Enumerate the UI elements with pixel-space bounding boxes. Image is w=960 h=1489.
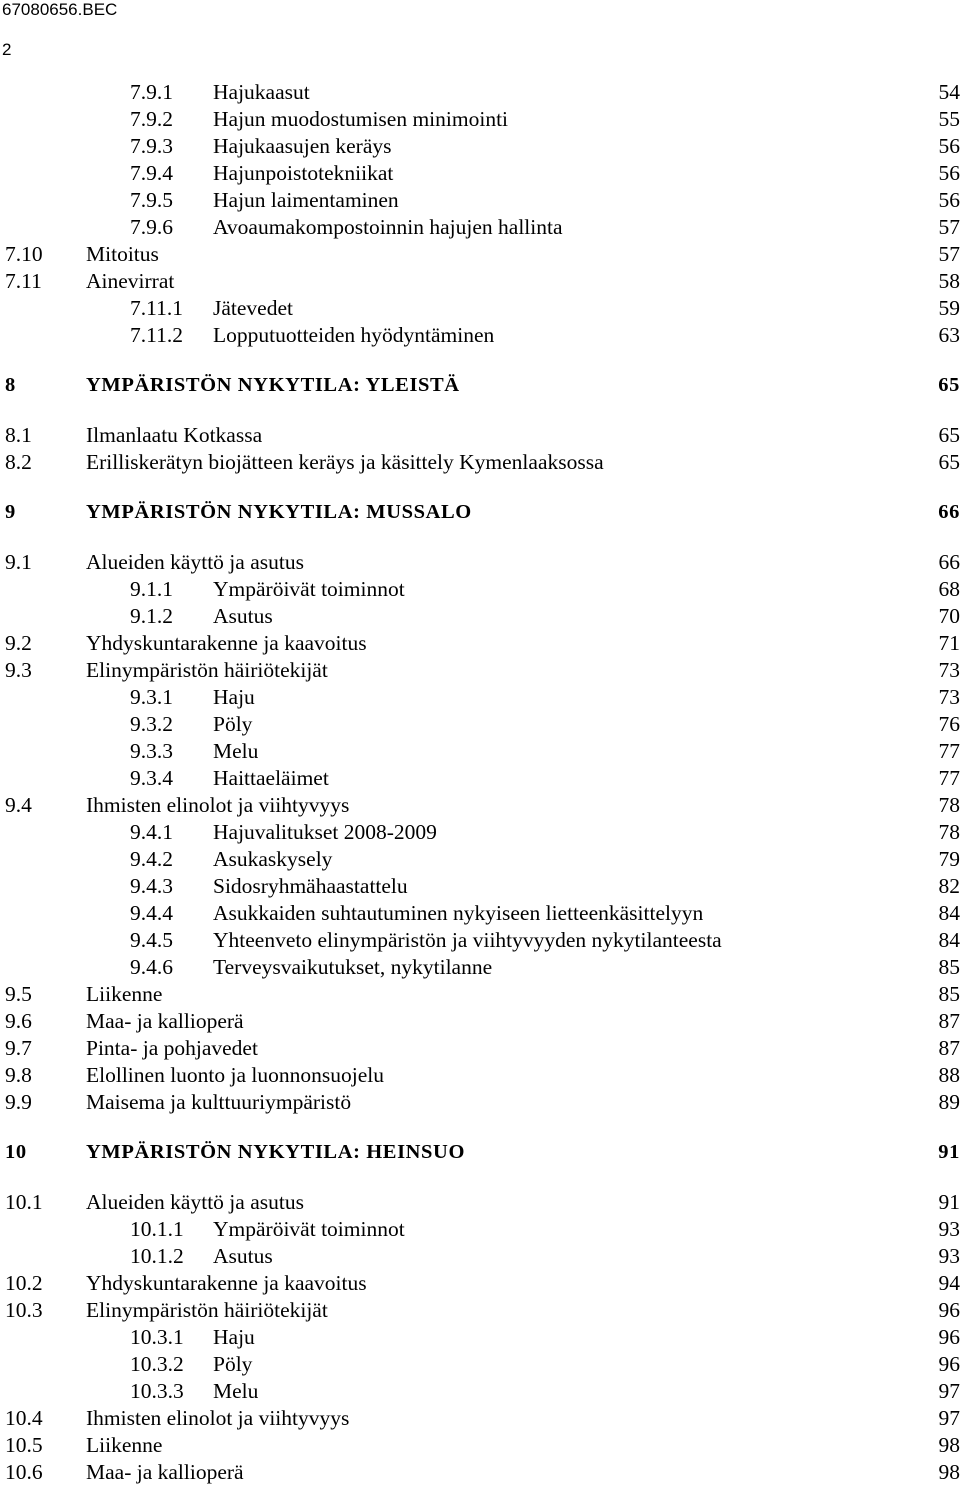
toc-entry — [0, 846, 960, 873]
toc-entry-title: Hajuvalitukset 2008-2009 — [213, 820, 437, 844]
toc-entry-page: 97 — [938, 1406, 960, 1430]
toc-entry-number: 9.4.3 — [130, 874, 173, 898]
toc-entry — [0, 1062, 960, 1089]
toc-entry-title: Maa- ja kallioperä — [86, 1009, 244, 1033]
toc-entry-page: 97 — [938, 1379, 960, 1403]
toc-entry-number: 10.4 — [5, 1406, 43, 1430]
toc-entry-number: 9.1.1 — [130, 577, 173, 601]
toc-entry — [0, 981, 960, 1008]
toc-entry-page: 93 — [938, 1244, 960, 1268]
toc-entry-title: Hajunpoistotekniikat — [213, 161, 394, 185]
toc-entry-number: 9.3.2 — [130, 712, 173, 736]
toc-entry — [0, 900, 960, 927]
toc-entry-title: Ilmanlaatu Kotkassa — [86, 423, 263, 447]
toc-entry — [0, 549, 960, 576]
toc-entry — [0, 1216, 960, 1243]
document-code: 67080656.BEC — [2, 0, 118, 19]
toc-entry-number: 10.1 — [5, 1190, 43, 1214]
toc-entry — [0, 1270, 960, 1297]
toc-entry-number: 9.3.3 — [130, 739, 173, 763]
toc-entry-title: Ihmisten elinolot ja viihtyvyys — [86, 793, 350, 817]
toc-entry-title: Ainevirrat — [86, 269, 175, 293]
toc-entry-page: 96 — [938, 1325, 960, 1349]
toc-entry — [0, 1139, 960, 1166]
toc-entry-number: 9.3 — [5, 658, 32, 682]
toc-entry — [0, 1459, 960, 1486]
toc-entry-number: 10.6 — [5, 1460, 43, 1484]
toc-entry-page: 56 — [938, 188, 960, 212]
toc-entry-title: Liikenne — [86, 1433, 163, 1457]
toc-entry — [0, 268, 960, 295]
toc-entry-number: 8.1 — [5, 423, 32, 447]
toc-entry-page: 66 — [938, 550, 960, 574]
toc-entry-number: 10.3.1 — [130, 1325, 184, 1349]
toc-entry-page: 65 — [938, 450, 960, 474]
toc-entry-page: 78 — [938, 820, 960, 844]
toc-entry-number: 9.6 — [5, 1009, 32, 1033]
toc-entry-title: Alueiden käyttö ja asutus — [86, 550, 304, 574]
toc-entry — [0, 1089, 960, 1116]
toc-entry-number: 9.9 — [5, 1090, 32, 1114]
toc-entry-number: 8 — [5, 374, 16, 396]
toc-entry-page: 98 — [938, 1460, 960, 1484]
toc-entry — [0, 160, 960, 187]
toc-entry-page: 91 — [938, 1190, 960, 1214]
toc-entry-title: Hajukaasujen keräys — [213, 134, 392, 158]
toc-entry-number: 9.1 — [5, 550, 32, 574]
toc-entry-number: 7.9.3 — [130, 134, 173, 158]
toc-entry-number: 7.10 — [5, 242, 43, 266]
toc-entry-page: 91 — [938, 1141, 960, 1163]
toc-entry-title: Ympäröivät toiminnot — [213, 1217, 405, 1241]
toc-entry — [0, 819, 960, 846]
toc-entry — [0, 214, 960, 241]
toc-entry — [0, 1008, 960, 1035]
toc-entry-page: 84 — [938, 901, 960, 925]
toc-entry-page: 57 — [938, 242, 960, 266]
toc-entry-title: Pinta- ja pohjavedet — [86, 1036, 258, 1060]
toc-entry-number: 9.4.2 — [130, 847, 173, 871]
toc-entry-page: 79 — [938, 847, 960, 871]
toc-entry-page: 89 — [938, 1090, 960, 1114]
toc-entry-page: 77 — [938, 766, 960, 790]
toc-entry-title: Pöly — [213, 1352, 253, 1376]
toc-entry-title: Elollinen luonto ja luonnonsuojelu — [86, 1063, 384, 1087]
toc-entry — [0, 422, 960, 449]
toc-entry-number: 9.4.6 — [130, 955, 173, 979]
toc-entry-page: 59 — [938, 296, 960, 320]
toc-entry-page: 68 — [938, 577, 960, 601]
toc-entry-page: 57 — [938, 215, 960, 239]
toc-entry — [0, 449, 960, 476]
toc-entry-number: 7.9.5 — [130, 188, 173, 212]
toc-entry — [0, 1189, 960, 1216]
toc-entry — [0, 738, 960, 765]
toc-entry-page: 55 — [938, 107, 960, 131]
toc-entry — [0, 954, 960, 981]
toc-entry-page: 58 — [938, 269, 960, 293]
toc-entry — [0, 79, 960, 106]
toc-entry-page: 73 — [938, 685, 960, 709]
toc-entry-number: 9.2 — [5, 631, 32, 655]
toc-entry-title: Hajun muodostumisen minimointi — [213, 107, 509, 131]
toc-entry-number: 8.2 — [5, 450, 32, 474]
toc-entry-page: 66 — [938, 501, 960, 523]
toc-entry-number: 9.3.1 — [130, 685, 173, 709]
toc-entry — [0, 792, 960, 819]
toc-entry-title: Melu — [213, 739, 259, 763]
toc-entry-number: 9.4.4 — [130, 901, 173, 925]
toc-entry-page: 71 — [938, 631, 960, 655]
toc-entry — [0, 372, 960, 399]
toc-entry — [0, 133, 960, 160]
toc-entry-title: Ympäröivät toiminnot — [213, 577, 405, 601]
toc-entry — [0, 187, 960, 214]
toc-entry-page: 96 — [938, 1298, 960, 1322]
toc-entry — [0, 499, 960, 526]
toc-entry-number: 9.4 — [5, 793, 32, 817]
toc-entry-page: 87 — [938, 1009, 960, 1033]
toc-entry-page: 88 — [938, 1063, 960, 1087]
toc-entry-title: Maa- ja kallioperä — [86, 1460, 244, 1484]
toc-entry-number: 7.9.2 — [130, 107, 173, 131]
toc-entry-page: 65 — [938, 374, 960, 396]
toc-entry-number: 10.2 — [5, 1271, 43, 1295]
toc-entry — [0, 295, 960, 322]
toc-entry-number: 7.11 — [5, 269, 42, 293]
toc-entry — [0, 657, 960, 684]
toc-entry-title: YMPÄRISTÖN NYKYTILA: YLEISTÄ — [86, 374, 460, 396]
toc-entry-page: 70 — [938, 604, 960, 628]
toc-entry-title: Hajun laimentaminen — [213, 188, 399, 212]
toc-entry — [0, 1432, 960, 1459]
toc-entry — [0, 765, 960, 792]
toc-entry-title: YMPÄRISTÖN NYKYTILA: HEINSUO — [86, 1141, 466, 1163]
toc-entry-number: 10.1.1 — [130, 1217, 184, 1241]
toc-entry-number: 10.1.2 — [130, 1244, 184, 1268]
toc-entry-title: Elinympäristön häiriötekijät — [86, 1298, 328, 1322]
toc-entry-title: Sidosryhmähaastattelu — [213, 874, 408, 898]
toc-entry-number: 7.9.1 — [130, 80, 173, 104]
toc-entry-title: Hajukaasut — [213, 80, 310, 104]
toc-entry — [0, 873, 960, 900]
toc-entry-page: 78 — [938, 793, 960, 817]
toc-entry-page: 82 — [938, 874, 960, 898]
toc-entry-page: 73 — [938, 658, 960, 682]
toc-entry-title: Asukaskysely — [213, 847, 333, 871]
toc-entry-page: 85 — [938, 982, 960, 1006]
toc-entry-number: 9.7 — [5, 1036, 32, 1060]
toc-entry — [0, 576, 960, 603]
toc-entry-number: 9.4.5 — [130, 928, 173, 952]
toc-entry-title: Haju — [213, 1325, 255, 1349]
toc-entry-page: 54 — [938, 80, 960, 104]
toc-entry — [0, 711, 960, 738]
toc-entry-number: 7.9.6 — [130, 215, 173, 239]
toc-entry-number: 9.5 — [5, 982, 32, 1006]
toc-entry-title: Terveysvaikutukset, nykytilanne — [213, 955, 493, 979]
toc-entry — [0, 603, 960, 630]
toc-entry-title: Asutus — [213, 1244, 273, 1268]
toc-entry — [0, 1378, 960, 1405]
toc-entry-title: Haju — [213, 685, 255, 709]
toc-entry-title: Mitoitus — [86, 242, 159, 266]
toc-entry-title: Asukkaiden suhtautuminen nykyiseen lietteenkäsittelyyn — [213, 901, 704, 925]
toc-entry — [0, 1351, 960, 1378]
toc-entry — [0, 1297, 960, 1324]
toc-entry-title: Melu — [213, 1379, 259, 1403]
toc-entry-title: Liikenne — [86, 982, 163, 1006]
toc-entry-page: 85 — [938, 955, 960, 979]
toc-entry-number: 7.11.1 — [130, 296, 183, 320]
toc-entry-title: Lopputuotteiden hyödyntäminen — [213, 323, 495, 347]
toc-entry-page: 96 — [938, 1352, 960, 1376]
toc-entry-page: 65 — [938, 423, 960, 447]
toc-entry-title: Yhdyskuntarakenne ja kaavoitus — [86, 631, 367, 655]
toc-entry-number: 9.1.2 — [130, 604, 173, 628]
toc-entry-title: Haittaeläimet — [213, 766, 329, 790]
toc-entry-title: Elinympäristön häiriötekijät — [86, 658, 328, 682]
toc-entry-number: 7.9.4 — [130, 161, 173, 185]
toc-entry-page: 87 — [938, 1036, 960, 1060]
toc-entry-number: 9 — [5, 501, 16, 523]
toc-entry-number: 7.11.2 — [130, 323, 183, 347]
toc-entry-number: 9.3.4 — [130, 766, 173, 790]
toc-entry-title: Yhteenveto elinympäristön ja viihtyvyyden nykytilanteesta — [213, 928, 722, 952]
toc-entry-title: Yhdyskuntarakenne ja kaavoitus — [86, 1271, 367, 1295]
toc-entry — [0, 1405, 960, 1432]
toc-entry-number: 9.4.1 — [130, 820, 173, 844]
toc-entry-title: YMPÄRISTÖN NYKYTILA: MUSSALO — [86, 501, 472, 523]
toc-entry-number: 10.3.3 — [130, 1379, 184, 1403]
page-number: 2 — [2, 40, 12, 59]
toc-entry-page: 63 — [938, 323, 960, 347]
toc-entry-page: 94 — [938, 1271, 960, 1295]
toc-entry-number: 10 — [5, 1141, 27, 1163]
toc-entry — [0, 322, 960, 349]
toc-entry-page: 98 — [938, 1433, 960, 1457]
toc-entry-page: 77 — [938, 739, 960, 763]
toc-entry-page: 56 — [938, 161, 960, 185]
toc-entry — [0, 684, 960, 711]
toc-entry — [0, 927, 960, 954]
toc-entry-number: 10.5 — [5, 1433, 43, 1457]
toc-entry — [0, 630, 960, 657]
toc-entry — [0, 1324, 960, 1351]
toc-entry-page: 76 — [938, 712, 960, 736]
toc-entry-page: 56 — [938, 134, 960, 158]
toc-entry — [0, 106, 960, 133]
toc-entry-title: Maisema ja kulttuuriympäristö — [86, 1090, 352, 1114]
toc-entry-title: Jätevedet — [213, 296, 293, 320]
toc-entry-page: 93 — [938, 1217, 960, 1241]
toc-entry-title: Ihmisten elinolot ja viihtyvyys — [86, 1406, 350, 1430]
toc-entry-title: Avoaumakompostoinnin hajujen hallinta — [213, 215, 563, 239]
toc-entry-title: Alueiden käyttö ja asutus — [86, 1190, 304, 1214]
toc-entry-number: 9.8 — [5, 1063, 32, 1087]
toc-entry — [0, 1035, 960, 1062]
toc-entry-title: Pöly — [213, 712, 253, 736]
toc-entry — [0, 1243, 960, 1270]
toc-entry-title: Erilliskerätyn biojätteen keräys ja käsittely Kymenlaaksossa — [86, 450, 604, 474]
toc-entry-number: 10.3.2 — [130, 1352, 184, 1376]
toc-entry — [0, 241, 960, 268]
toc-entry-title: Asutus — [213, 604, 273, 628]
toc-entry-number: 10.3 — [5, 1298, 43, 1322]
toc-entry-page: 84 — [938, 928, 960, 952]
